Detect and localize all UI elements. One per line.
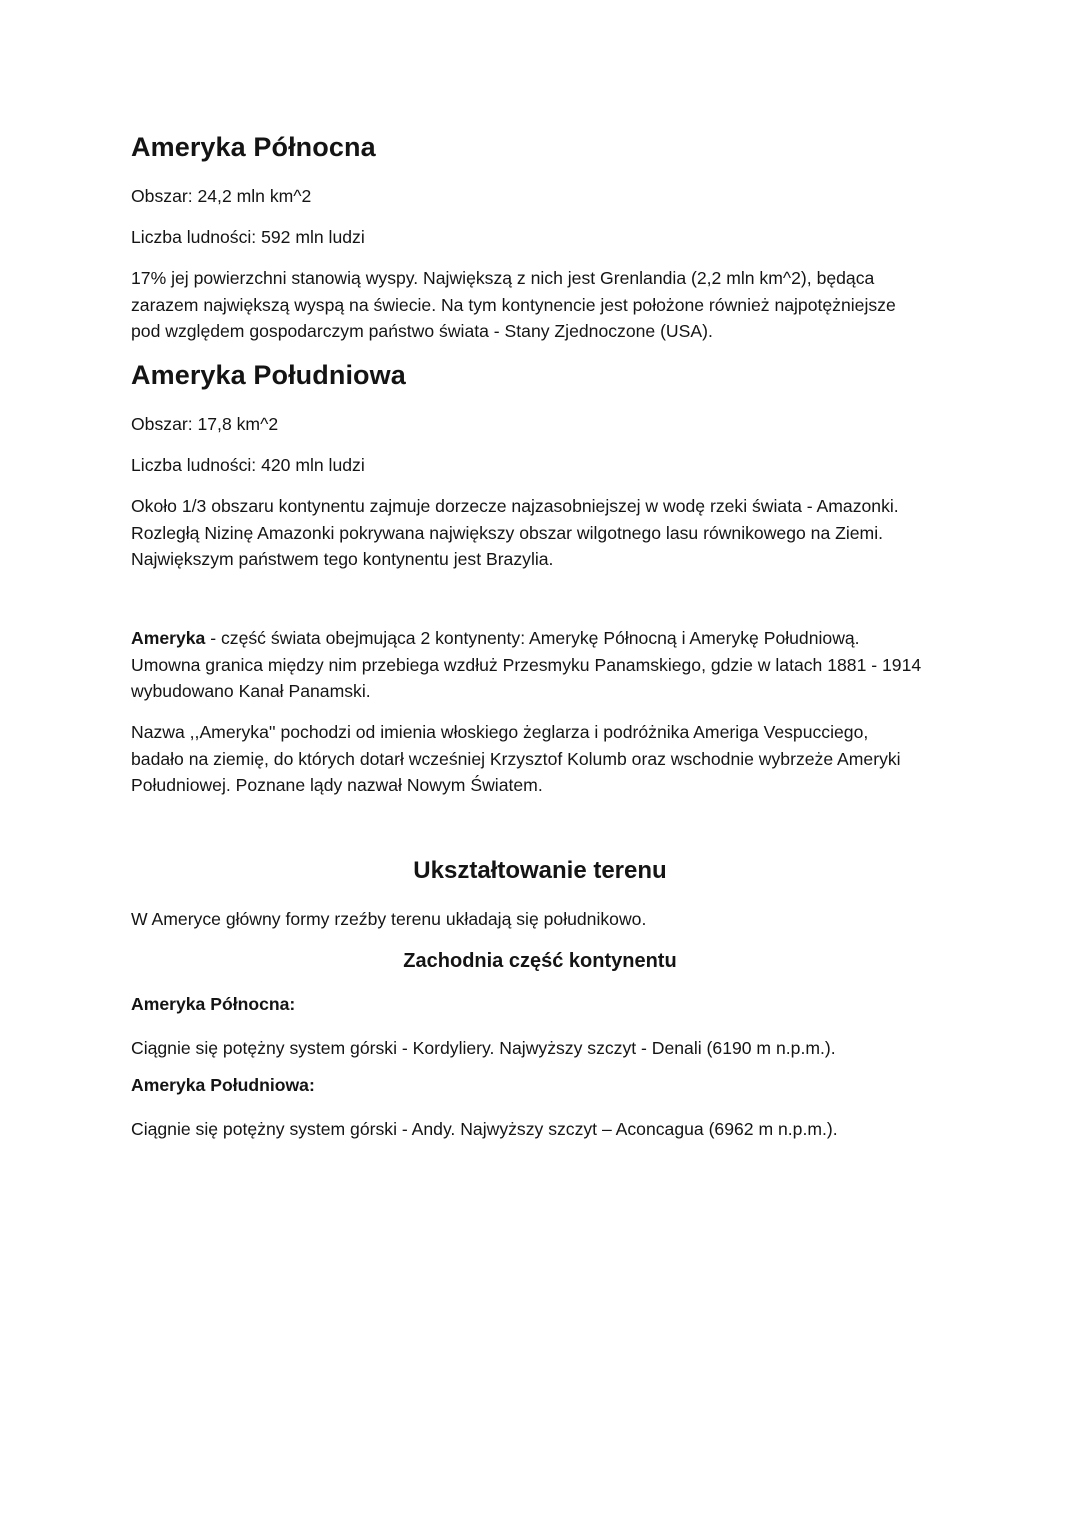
america-definition-line	[131, 625, 951, 652]
america-definition-first: - część świata obejmująca 2 kontynenty: Amerykę Północną i Amerykę Południową.	[205, 628, 860, 648]
america-definition-line: Umowna granica między nim przebiega wzdłuż Przesmyku Panamskiego, gdzie w latach 1881 - 1914	[131, 654, 922, 675]
america-name-origin	[131, 719, 951, 799]
north-america-description-line: zarazem największą wyspą na świecie. Na tym kontynencie jest położone również najpotężniejsze	[131, 294, 896, 315]
south-america-area: Obszar: 17,8 km^2	[131, 414, 279, 434]
america-definition	[131, 625, 951, 705]
south-america-description	[131, 493, 951, 573]
south-america-description-line: Rozległą Nizinę Amazonki pokrywana największy obszar wilgotnego lasu równikowego na Ziemi.	[131, 522, 884, 543]
america-name-line: Nazwa ,,Ameryka'' pochodzi od imienia włoskiego żeglarza i podróżnika Ameriga Vespucciego,	[131, 722, 869, 742]
terrain-north-text: Ciągnie się potężny system górski - Kordyliery. Najwyższy szczyt - Denali (6190 m n.p.m.).	[131, 1038, 836, 1058]
south-america-population: Liczba ludności: 420 mln ludzi	[131, 455, 365, 475]
south-america-description-line: Największym państwem tego kontynentu jest Brazylia.	[131, 549, 554, 569]
north-america-heading: Ameryka Północna	[131, 132, 376, 162]
terrain-south-text: Ciągnie się potężny system górski - Andy. Najwyższy szczyt – Aconcagua (6962 m n.p.m.).	[131, 1119, 838, 1139]
south-america-description-line: Około 1/3 obszaru kontynentu zajmuje dorzecze najzasobniejszej w wodę rzeki świata - Amazonki.	[131, 496, 899, 516]
terrain-north-label: Ameryka Północna:	[131, 994, 296, 1014]
north-america-description	[131, 265, 951, 345]
terrain-heading: Ukształtowanie terenu	[413, 857, 667, 884]
terrain-intro: W Ameryce główny formy rzeźby terenu układają się południkowo.	[131, 909, 647, 929]
terrain-south-label: Ameryka Południowa:	[131, 1075, 315, 1095]
america-name-line: badało na ziemię, do których dotarł wcześniej Krzysztof Kolumb oraz wschodnie wybrzeże Ameryki	[131, 748, 901, 769]
america-name-line: Południowej. Poznane lądy nazwał Nowym Światem.	[131, 775, 543, 795]
north-america-description-line: 17% jej powierzchni stanowią wyspy. Największą z nich jest Grenlandia (2,2 mln km^2), będąca	[131, 268, 875, 288]
south-america-heading: Ameryka Południowa	[131, 360, 406, 390]
north-america-area: Obszar: 24,2 mln km^2	[131, 186, 312, 206]
west-part-heading: Zachodnia część kontynentu	[403, 950, 677, 972]
north-america-description-line: pod względem gospodarczym państwo świata - Stany Zjednoczone (USA).	[131, 321, 713, 341]
america-term: Ameryka	[131, 628, 206, 648]
north-america-population: Liczba ludności: 592 mln ludzi	[131, 227, 365, 247]
america-definition-line: wybudowano Kanał Panamski.	[131, 681, 371, 701]
